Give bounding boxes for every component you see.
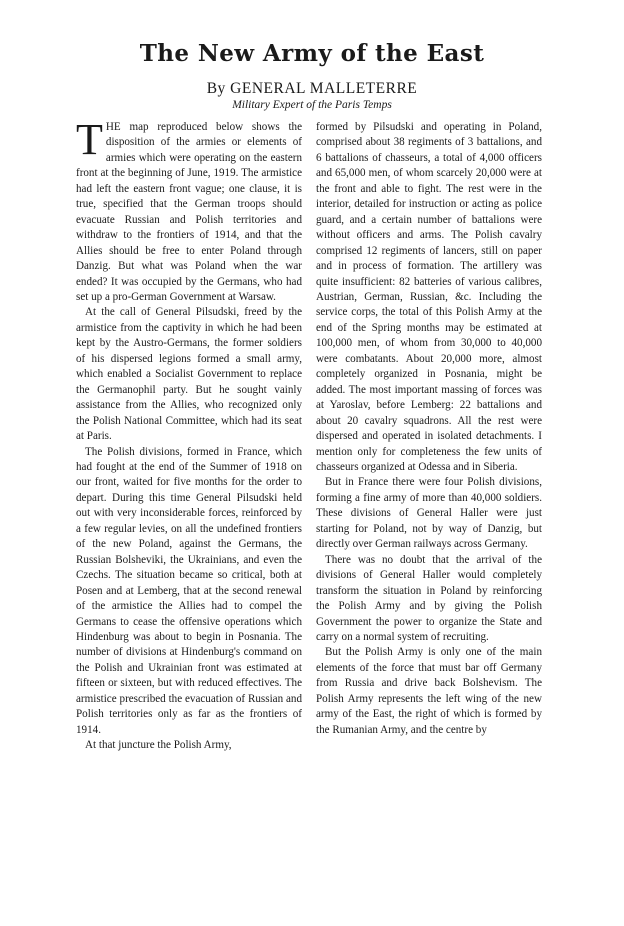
paragraph: formed by Pilsudski and operating in Poland, comprised about 38 regiments of 3 battalions, and 6 battalions of chasseurs, a total of 4,000 officers and 65,000 men, of whom scarcely 20,000 were at the front and able to fight. The rest were in the interior, detailed for instruction or acting as police guard, and a certain number of battalions were without officers and arms. The Polish cavalry comprised 12 regiments of lancers, still on paper and in process of formation. The artillery was quite insufficient: 82 batteries of various calibres, Austrian, German, Russian, &c. Including the service corps, the total of this Polish Army at the end of the Spring months may be estimated at 100,000 men, of whom from 30,000 to 40,000 were combatants. About 20,000 more, almost completely organized in Posnania, might be added. The most important massing of forces was at Yaroslav, before Lemberg: 22 battalions and about 20 cavalry squadrons. All the rest were dispersed and operated in isolated detachments. I mention only for completeness the few units of chasseurs organized at Odessa and in Siberia. <box>316 121 542 473</box>
paragraph-text: HE map reproduced below shows the disposition of the armies or elements of armies which were operating on the eastern front at the beginning of June, 1919. The armistice had left the eastern front vague; one clause, it is true, specified that the German troops should evacuate Russian and Polish territories and withdraw to the frontiers of 1914, and that the Allies should be free to enter Poland through Danzig. But what was Poland when the war ended? It was occupied by the Germans, who had set up a pro-German Government at Warsaw. <box>76 121 302 303</box>
paragraph <box>76 115 302 305</box>
left-column <box>76 115 302 754</box>
right-column <box>316 120 542 738</box>
paragraph: The Polish divisions, formed in France, which had fought at the end of the Summer of 1918 on our front, waited for five months for the order to depart. During this time General Pilsudski held out with very inconsiderable forces, reinforced by a few regular levies, on all the undefined frontiers of the new Poland, against the Germans, the Russian Bolsheviki, the Ukrainians, and even the Czechs. The situation became so critical, both at Posen and at Lemberg, that at the second renewal of the armistice the Allies had to compel the Germans to cease the offensive operations which Hindenburg was about to begin in Posnania. The number of divisions at Hindenburg's command on the Polish and Ukrainian front was estimated at fifteen or sixteen, but with reduced effectives. The armistice prescribed the evacuation of Russian and Polish territories only as far as the frontiers of 1914. <box>76 445 302 736</box>
paragraph: There was no doubt that the arrival of the divisions of General Haller would completely transform the situation in Poland by reinforcing the Polish Army and by giving the Polish Government the power to organize the State and carry on a normal system of recruiting. <box>316 553 542 643</box>
article-title: The New Army of the East <box>139 40 485 67</box>
paragraph: But the Polish Army is only one of the main elements of the force that must bar off Germany from Russia and drive back Bolshevism. The Polish Army represents the left wing of the new army of the East, the right of which is formed by the Rumanian Army, and the centre by <box>316 646 542 736</box>
paragraph: At that juncture the Polish Army, <box>85 739 232 752</box>
article-byline: By GENERAL MALLETERRE <box>206 80 418 97</box>
paragraph: But in France there were four Polish divisions, forming a fine army of more than 40,000 soldiers. These divisions of General Haller were just starting for Poland, not by way of Danzig, but directly over German railways across Germany. <box>316 476 542 551</box>
author-affiliation: Military Expert of the Paris Temps <box>232 99 392 111</box>
paragraph: At the call of General Pilsudski, freed by the armistice from the captivity in which he had been kept by the Austro-Germans, the former soldiers of his dispersed legions formed a small army, which enabled a Socialist Government to replace the Germanophil party. But he sought vainly assistance from the Allies, who recognized only the Polish National Committee, which had its seat at Paris. <box>76 306 302 443</box>
drop-cap: T <box>76 115 103 164</box>
